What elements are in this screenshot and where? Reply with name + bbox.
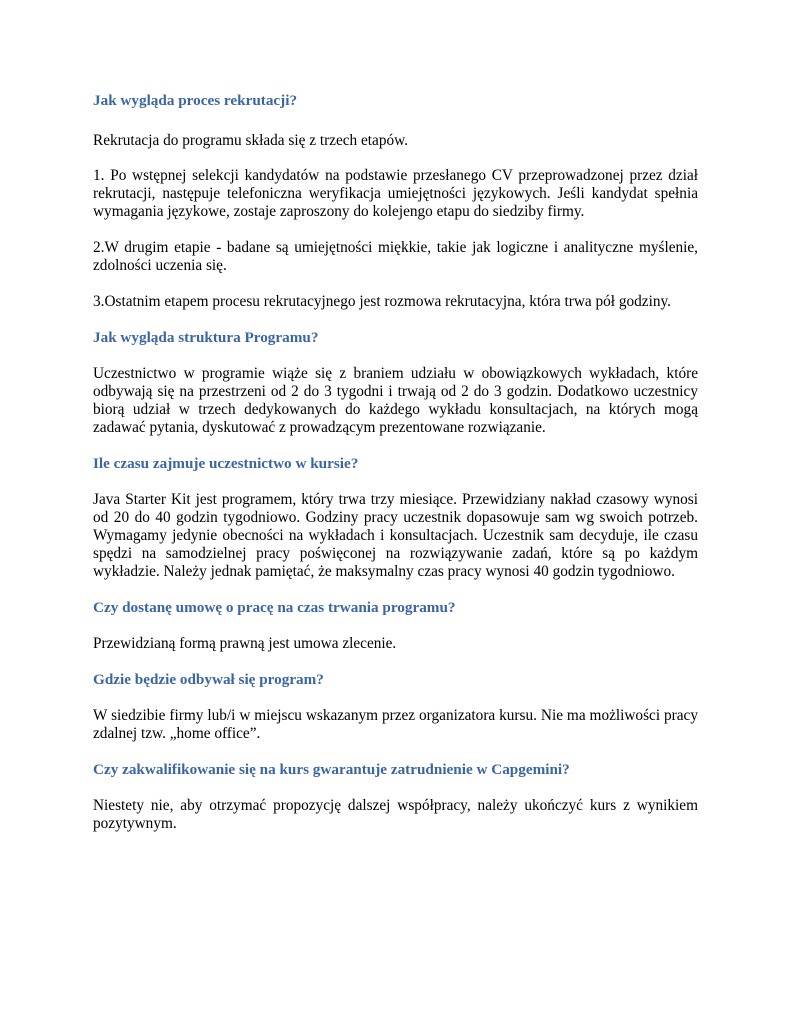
heading-employment: Czy zakwalifikowanie się na kurs gwarantuje zatrudnienie w Capgemini?	[93, 761, 570, 778]
time-body: Java Starter Kit jest programem, który trwa trzy miesiące. Przewidziany nakład czasowy wynosi od 20 do 40 godzin tygodniowo. Godziny pracy uczestnik dopasowuje sam wg swoich potrzeb. Wymagamy jedynie obecności na wykładach i konsultacjach. Uczestnik sam decyduje, ile czasu spędzi na samodzielnej pracy poświęconej na rozwiązywanie zadań, które są po każdym wykładzie. Należy jednak pamiętać, że maksymalny czas pracy wynosi 40 godzin tygodniowo.	[93, 491, 698, 580]
heading-recruitment: Jak wygląda proces rekrutacji?	[93, 92, 298, 109]
structure-body: Uczestnictwo w programie wiąże się z braniem udziału w obowiązkowych wykładach, które odbywają się na przestrzeni od 2 do 3 tygodni i trwają od 2 do 3 godzin. Dodatkowo uczestnicy biorą udział w trzech dedykowanych do każdego wykładu konsultacjach, na których mogą zadawać pytania, dyskutować z prowadzącym prezentowane rozwiązanie.	[93, 365, 698, 436]
employment-body: Niestety nie, aby otrzymać propozycję dalszej współpracy, należy ukończyć kurs z wynikiem pozytywnym.	[93, 797, 698, 832]
contract-body: Przewidzianą formą prawną jest umowa zlecenie.	[93, 635, 397, 652]
document-page	[93, 88, 698, 833]
place-body: W siedzibie firmy lub/i w miejscu wskazanym przez organizatora kursu. Nie ma możliwości pracy zdalnej tzw. „home office”.	[93, 707, 698, 742]
recruitment-step-3: 3.Ostatnim etapem procesu rekrutacyjnego jest rozmowa rekrutacyjna, która trwa pół godziny.	[93, 293, 671, 310]
recruitment-step-1: 1. Po wstępnej selekcji kandydatów na podstawie przesłanego CV przeprowadzonej przez dział rekrutacji, następuje telefoniczna weryfikacja umiejętności językowych. Jeśli kandydat spełnia wymagania językowe, zostaje zaproszony do kolejengo etapu do siedziby firmy.	[93, 167, 698, 220]
heading-time: Ile czasu zajmuje uczestnictwo w kursie?	[93, 455, 359, 472]
heading-structure: Jak wygląda struktura Programu?	[93, 329, 319, 346]
recruitment-intro: Rekrutacja do programu składa się z trzech etapów.	[93, 132, 409, 149]
recruitment-step-2: 2.W drugim etapie - badane są umiejętności miękkie, takie jak logiczne i analityczne myślenie, zdolności uczenia się.	[93, 239, 698, 274]
heading-place: Gdzie będzie odbywał się program?	[93, 671, 324, 688]
heading-contract: Czy dostanę umowę o pracę na czas trwania programu?	[93, 599, 456, 616]
